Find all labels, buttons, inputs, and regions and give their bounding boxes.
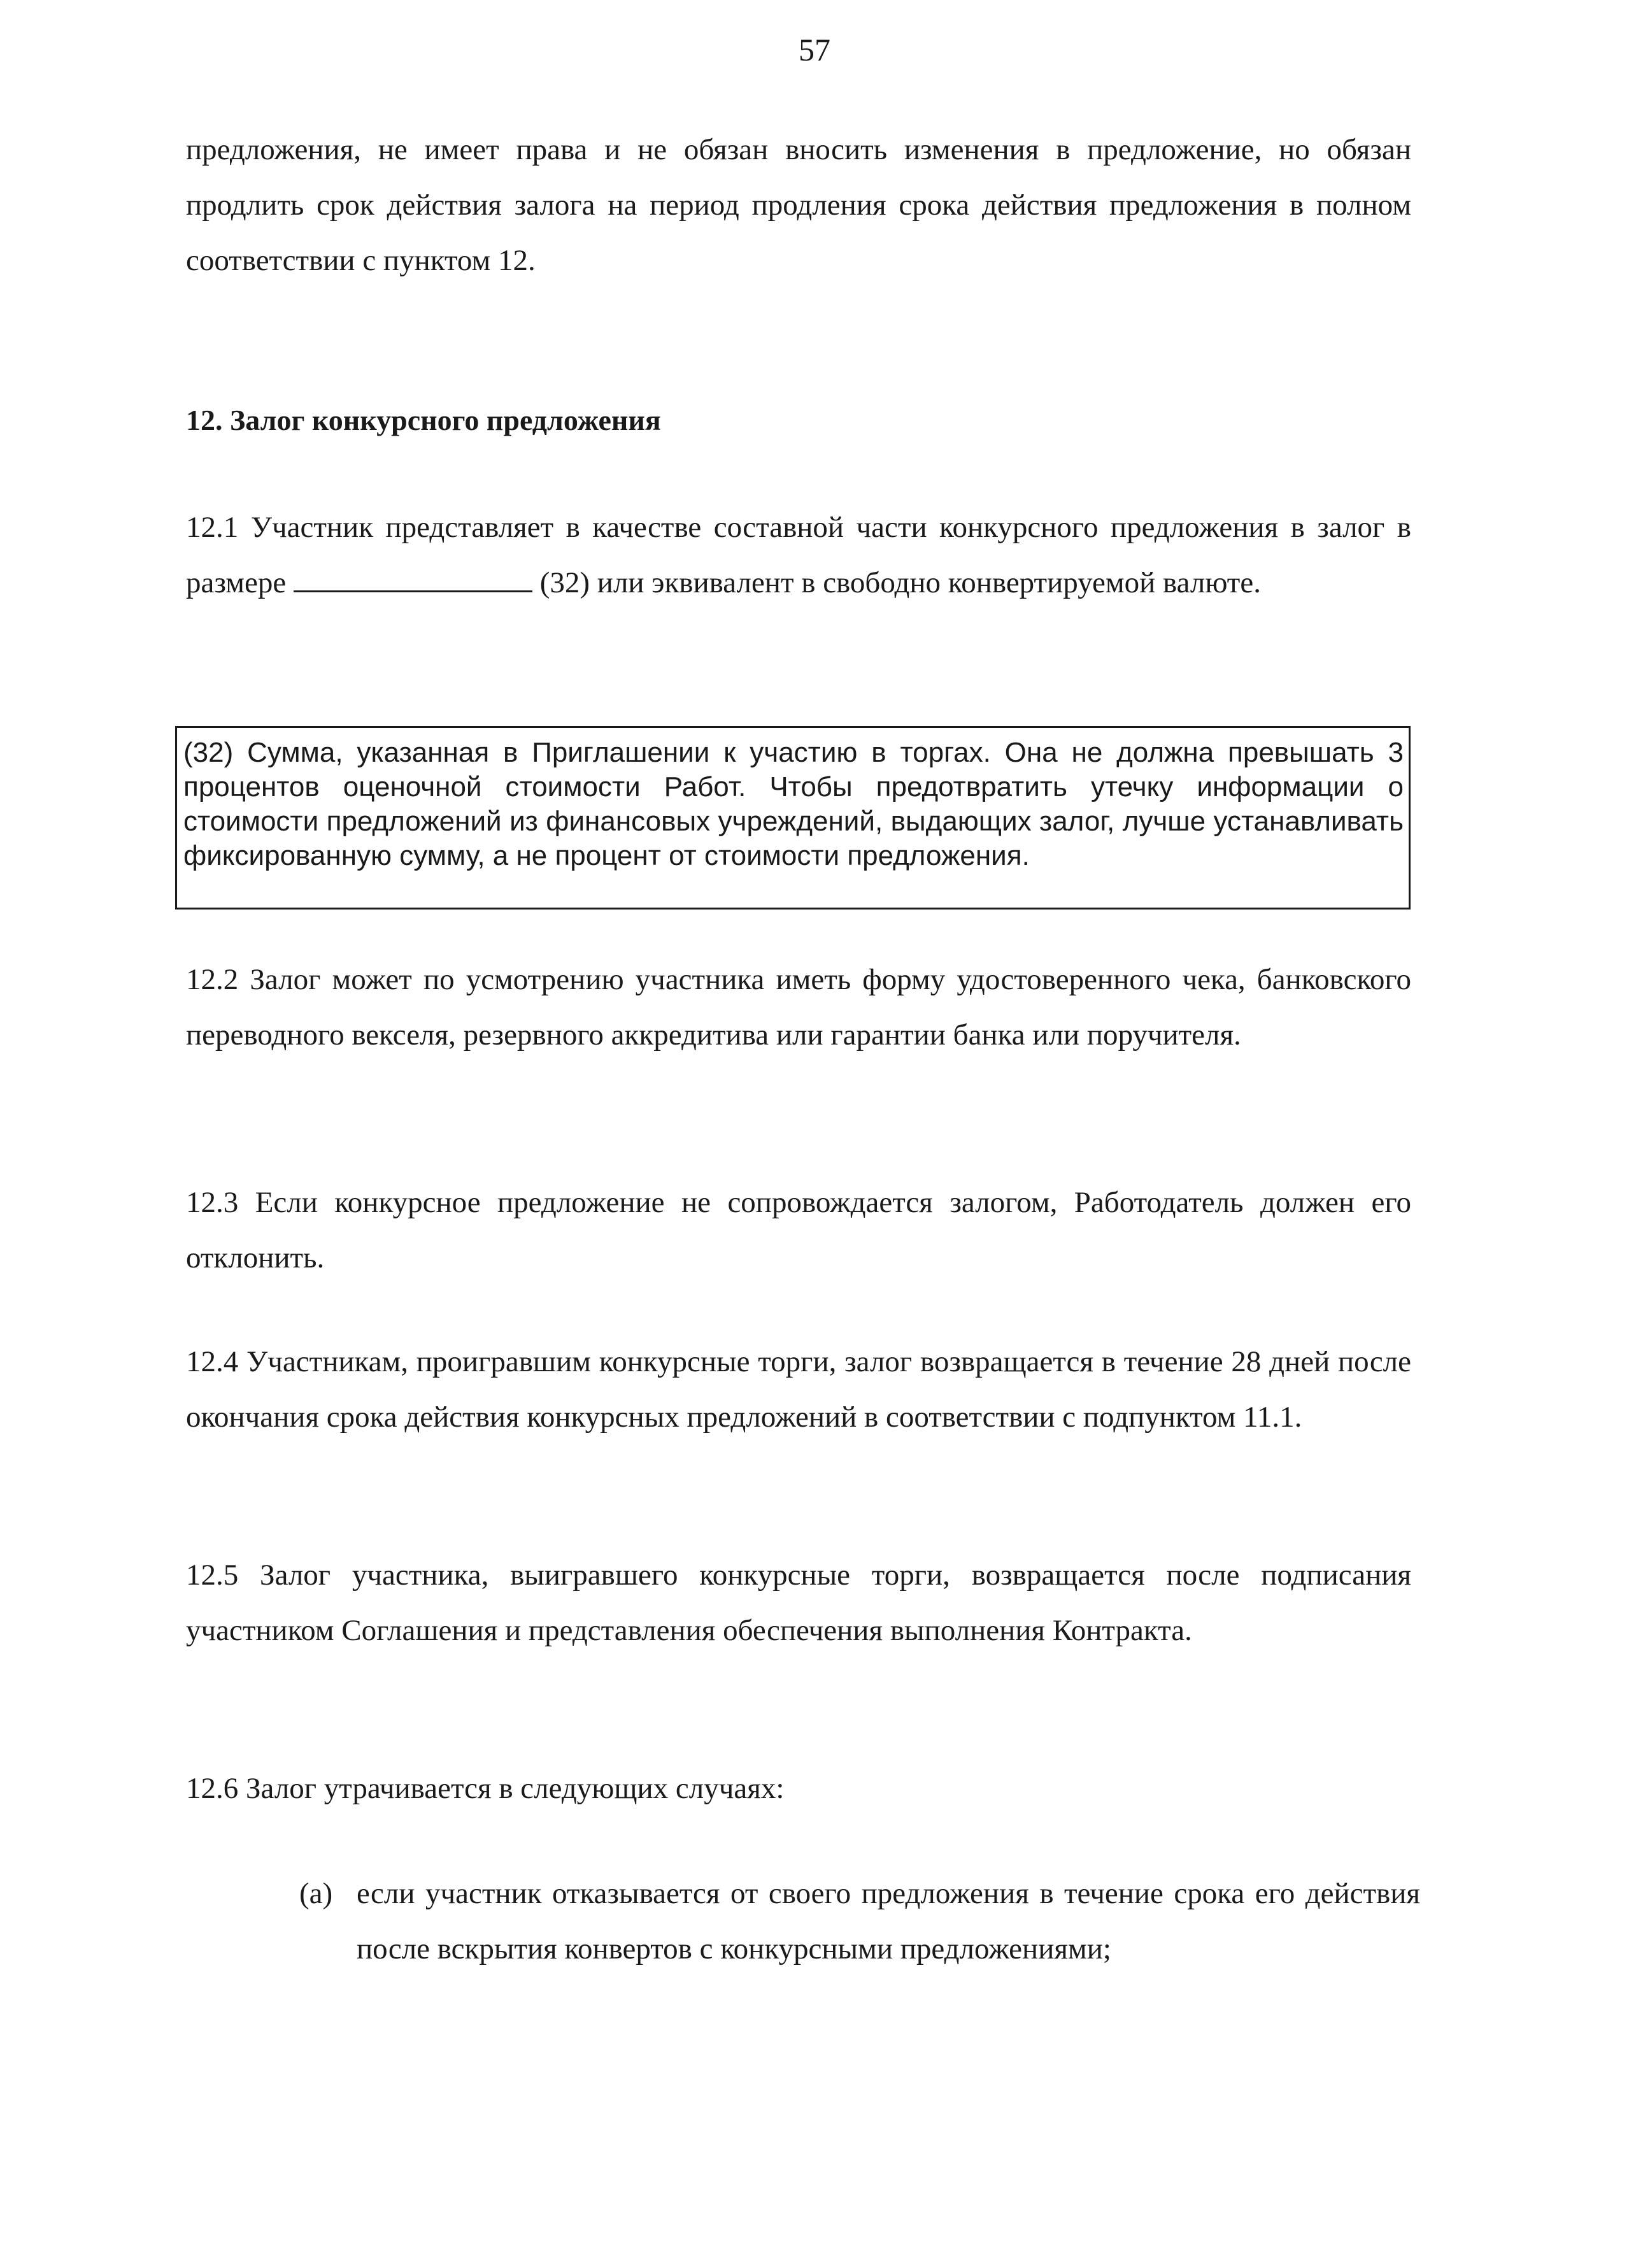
list-item-a-text: если участник отказывается от своего предложения в течение срока его действия после вскрытия конвертов с конкурсными предложениями; xyxy=(357,1877,1420,1965)
footnote-text: (32) Сумма, указанная в Приглашении к участию в торгах. Она не должна превышать 3 процентов оценочной стоимости Работ. Чтобы предотвратить утечку информации о стоимости предложений из финансовых учреждений, выдающих залог, лучше устанавливать фиксированную сумму, а не процент от стоимости предложения. xyxy=(183,737,1404,871)
paragraph-12-1-text-start: 12.1 Участник представляет в качестве составной части конкурсного предложения в залог в размере xyxy=(186,511,1411,599)
paragraph-12-3: 12.3 Если конкурсное предложение не сопровождается залогом, Работодатель должен его отклонить. xyxy=(186,1186,1411,1274)
footnote-box xyxy=(175,726,1411,909)
list-item-a-marker: (а) xyxy=(299,1877,333,1910)
list-item-a xyxy=(299,1866,1420,1977)
paragraph-12-1 xyxy=(186,500,1411,611)
paragraph-12-6: 12.6 Залог утрачивается в следующих случаях: xyxy=(186,1772,785,1805)
section-heading: 12. Залог конкурсного предложения xyxy=(186,404,661,436)
intro-paragraph: предложения, не имеет права и не обязан вносить изменения в предложение, но обязан продлить срок действия залога на период продления срока действия предложения в полном соответствии с пунктом 12. xyxy=(186,133,1411,277)
paragraph-12-5: 12.5 Залог участника, выигравшего конкурсные торги, возвращается после подписания участником Соглашения и представления обеспечения выполнения Контракта. xyxy=(186,1558,1411,1647)
amount-blank-line xyxy=(294,566,532,592)
page-number: 57 xyxy=(799,32,830,68)
paragraph-12-4: 12.4 Участникам, проигравшим конкурсные торги, залог возвращается в течение 28 дней после окончания срока действия конкурсных предложений в соответствии с подпунктом 11.1. xyxy=(186,1345,1411,1434)
paragraph-12-1-text-end: (32) или эквивалент в свободно конвертируемой валюте. xyxy=(539,566,1261,599)
paragraph-12-2: 12.2 Залог может по усмотрению участника иметь форму удостоверенного чека, банковского переводного векселя, резервного аккредитива или гарантии банка или поручителя. xyxy=(186,963,1411,1052)
